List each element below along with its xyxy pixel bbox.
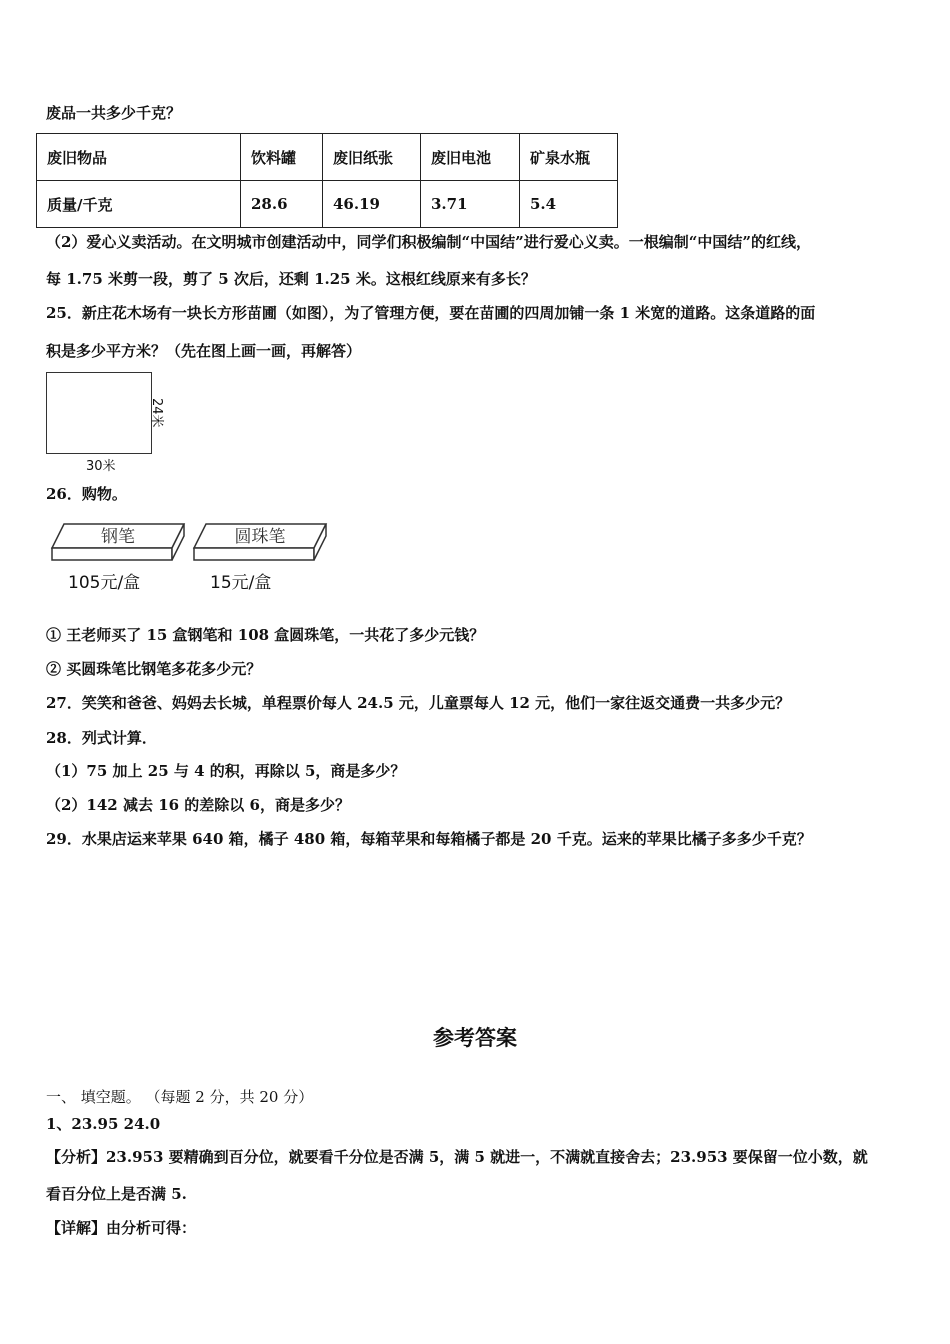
question-24-part2-line1: （2）爱心义卖活动。在文明城市创建活动中，同学们积极编制“中国结”进行爱心义卖。一根编制“中国结”的红线， — [46, 233, 811, 251]
nursery-rectangle-figure — [46, 372, 152, 454]
answer-section-title: 参考答案 — [433, 1025, 517, 1050]
question-28-sub2: （2）142 减去 16 的差除以 6，商是多少？ — [46, 796, 350, 814]
table-cell: 废旧物品 — [37, 134, 241, 181]
bottom-length-label: 30米 — [86, 459, 116, 474]
ballpoint-price: 15元/盒 — [210, 573, 272, 593]
table-cell: 28.6 — [241, 181, 323, 228]
question-27: 27．笑笑和爸爸、妈妈去长城，单程票价每人 24.5 元，儿童票每人 12 元，他们一家往返交通费一共多少元？ — [46, 694, 791, 712]
question-25-line1: 25．新庄花木场有一块长方形苗圃（如图），为了管理方便，要在苗圃的四周加铺一条 1 米宽的道路。这条道路的面 — [46, 304, 816, 322]
question-29: 29．水果店运来苹果 640 箱，橘子 480 箱，每箱苹果和每箱橘子都是 20 千克。运来的苹果比橘子多多少千克？ — [46, 830, 812, 848]
table-row — [37, 181, 618, 228]
side-length-label: 24米 — [149, 398, 164, 428]
waste-table — [36, 133, 618, 228]
question-28-title: 28．列式计算． — [46, 729, 157, 747]
pen-price: 105元/盒 — [68, 573, 141, 593]
ballpoint-box-label: 圆珠笔 — [234, 527, 286, 547]
product-boxes-figure — [46, 518, 336, 566]
answer-section-heading: 一、 填空题。 （每题 2 分，共 20 分） — [46, 1088, 314, 1106]
question-25-line2: 积是多少平方米？（先在图上画一画，再解答） — [46, 342, 362, 360]
answer-1: 1、23.95 24.0 — [46, 1115, 161, 1133]
pen-box-icon — [52, 524, 184, 560]
pen-box-label: 钢笔 — [101, 527, 135, 547]
table-cell: 废旧纸张 — [323, 134, 421, 181]
question-26-sub2: ② 买圆珠笔比钢笔多花多少元？ — [46, 660, 262, 678]
analysis-line1: 【分析】23.953 要精确到百分位，就要看千分位是否满 5，满 5 就进一，不满就直接舍去；23.953 要保留一位小数，就 — [46, 1148, 868, 1166]
table-header-row — [37, 134, 618, 181]
table-cell: 饮料罐 — [241, 134, 323, 181]
table-cell: 3.71 — [421, 181, 520, 228]
table-cell: 质量/千克 — [37, 181, 241, 228]
question-26-title: 26．购物。 — [46, 485, 127, 503]
question-24-part2-line2: 每 1.75 米剪一段，剪了 5 次后，还剩 1.25 米。这根红线原来有多长？ — [46, 270, 536, 288]
ballpoint-box-icon — [194, 524, 326, 560]
table-cell: 矿泉水瓶 — [520, 134, 618, 181]
table-cell: 5.4 — [520, 181, 618, 228]
question-24-tail: 废品一共多少千克？ — [46, 104, 182, 122]
detail-line: 【详解】由分析可得： — [46, 1219, 197, 1237]
table-cell: 46.19 — [323, 181, 421, 228]
analysis-line2: 看百分位上是否满 5. — [46, 1185, 187, 1203]
question-26-sub1: ① 王老师买了 15 盒钢笔和 108 盒圆珠笔，一共花了多少元钱？ — [46, 626, 485, 644]
table-cell: 废旧电池 — [421, 134, 520, 181]
question-28-sub1: （1）75 加上 25 与 4 的积，再除以 5，商是多少？ — [46, 762, 406, 780]
